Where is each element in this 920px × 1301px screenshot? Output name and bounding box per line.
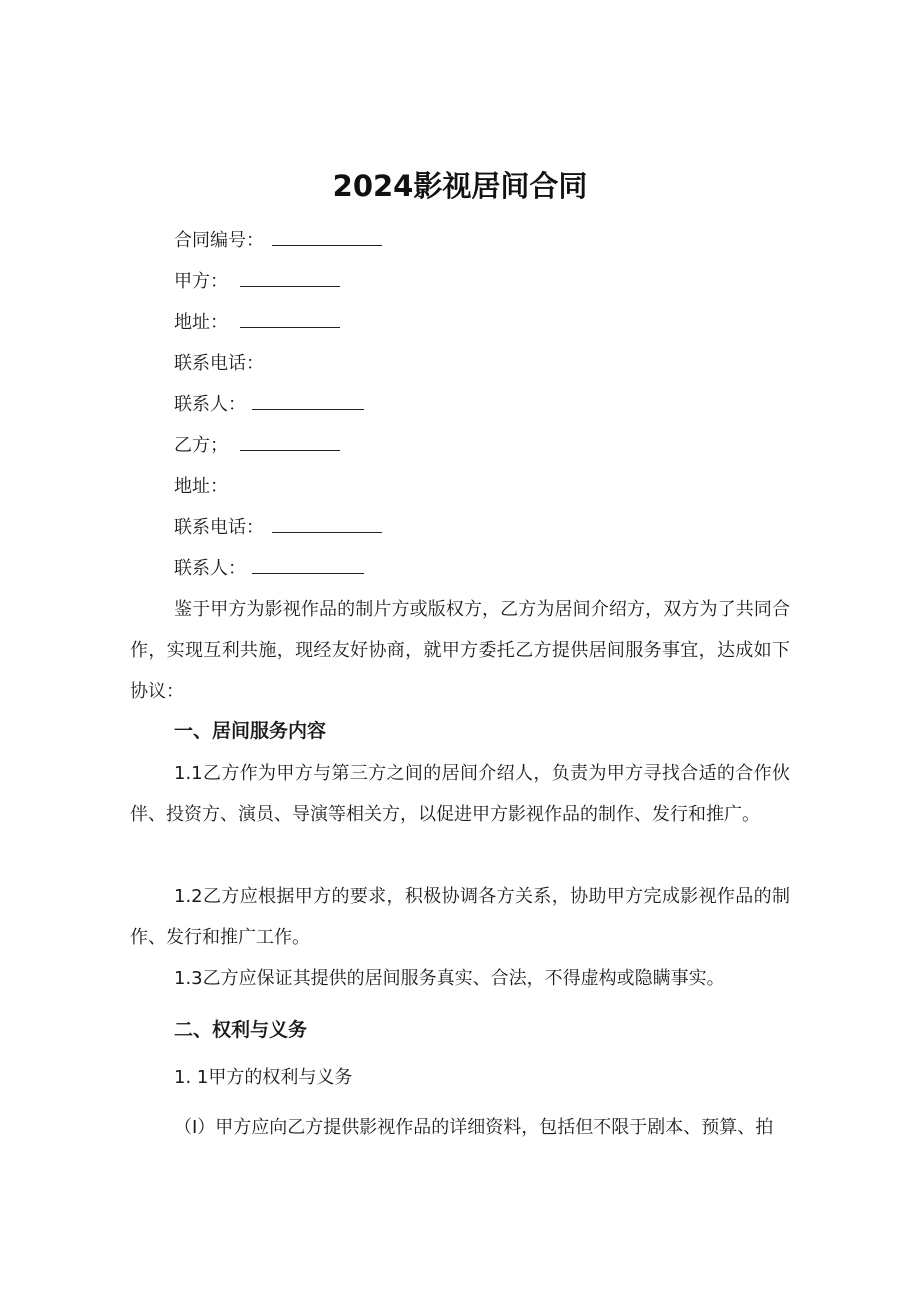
field-party-b-phone	[174, 515, 382, 541]
fill-in-blank	[272, 229, 382, 246]
field-label: 联系电话：	[174, 517, 264, 538]
field-contract-number	[174, 228, 382, 254]
subsection-2-1: 1. 1甲方的权利与义务	[174, 1067, 353, 1088]
clause-1-2: 1.2乙方应根据甲方的要求，积极协调各方关系，协助甲方完成影视作品的制作、发行和推广工作。	[130, 886, 790, 948]
field-label: 联系电话：	[174, 353, 264, 374]
preamble-paragraph: 鉴于甲方为影视作品的制片方或版权方，乙方为居间介绍方，双方为了共同合作，实现互利共施，现经友好协商，就甲方委托乙方提供居间服务事宜，达成如下协议：	[130, 599, 790, 702]
clause-1-1: 1.1乙方作为甲方与第三方之间的居间介绍人，负责为甲方寻找合适的合作伙伴、投资方、演员、导演等相关方，以促进甲方影视作品的制作、发行和推广。	[130, 763, 790, 825]
field-party-b-address	[174, 474, 228, 500]
field-label: 地址：	[174, 312, 228, 333]
fill-in-blank	[252, 393, 364, 410]
fill-in-blank	[240, 311, 340, 328]
field-label: 地址：	[174, 476, 228, 497]
field-party-a-phone	[174, 351, 264, 377]
field-label: 联系人：	[174, 558, 246, 579]
section-heading-1: 一、居间服务内容	[174, 720, 327, 742]
field-label: 甲方：	[174, 271, 228, 292]
field-party-a	[174, 269, 340, 295]
document-title: 2024影视居间合同	[332, 169, 588, 203]
clause-1-3: 1.3乙方应保证其提供的居间服务真实、合法，不得虚构或隐瞒事实。	[174, 968, 725, 989]
fill-in-blank	[240, 434, 340, 451]
field-party-a-address	[174, 310, 340, 336]
fill-in-blank	[272, 516, 382, 533]
field-label: 联系人：	[174, 394, 246, 415]
section-heading-2: 二、权利与义务	[174, 1019, 308, 1041]
field-label: 合同编号：	[174, 230, 264, 251]
clause-2-1-1: （I）甲方应向乙方提供影视作品的详细资料，包括但不限于剧本、预算、拍	[174, 1117, 774, 1138]
field-party-b-contact	[174, 556, 364, 582]
fill-in-blank	[240, 270, 340, 287]
field-party-b	[174, 433, 340, 459]
fill-in-blank	[252, 557, 364, 574]
field-party-a-contact	[174, 392, 364, 418]
field-label: 乙方；	[174, 435, 228, 456]
